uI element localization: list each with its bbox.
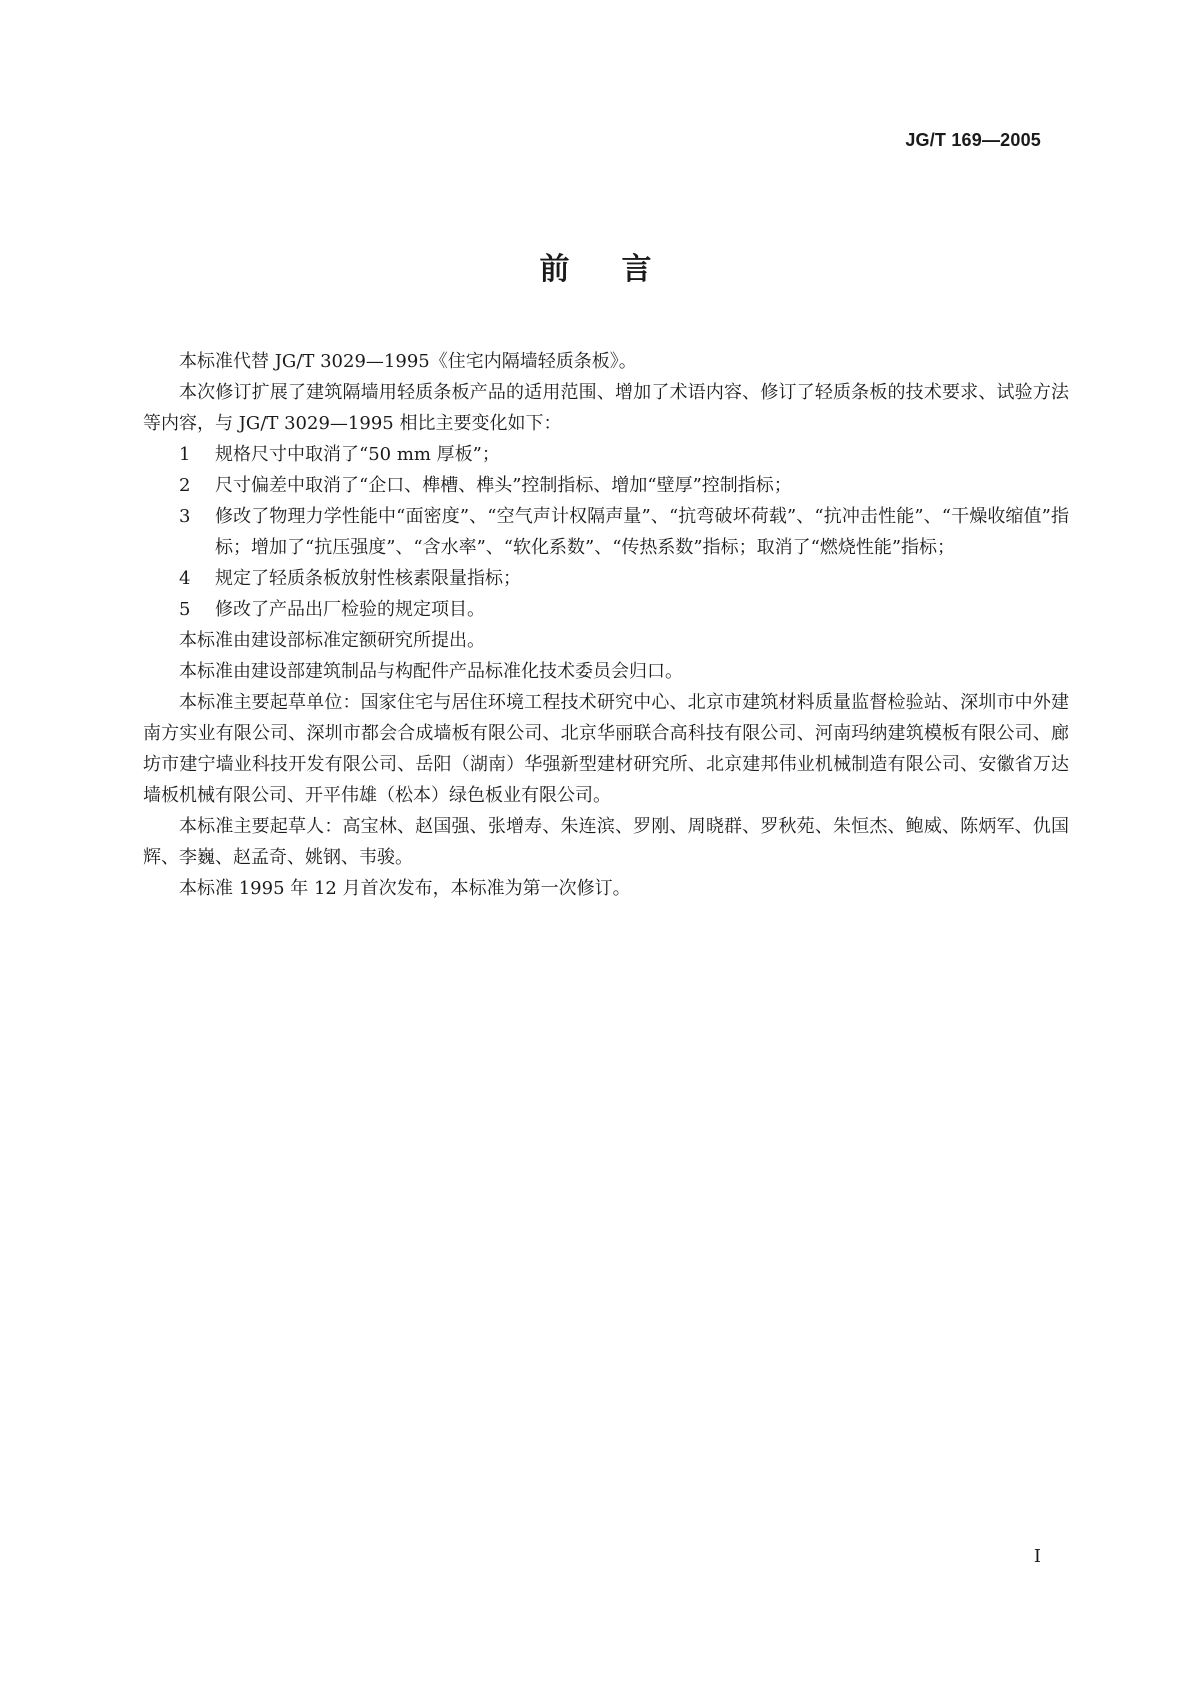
change-item-text: 修改了产品出厂检验的规定项目。 [215, 599, 485, 620]
change-item-number: 1 [179, 444, 191, 465]
change-item-number: 2 [179, 475, 191, 496]
paragraph-replaces: 本标准代替 JG/T 3029—1995《住宅内隔墙轻质条板》。 [179, 351, 637, 372]
change-item [143, 470, 1069, 501]
paragraph-drafters: 本标准主要起草人：高宝林、赵国强、张增寿、朱连滨、罗刚、周晓群、罗秋苑、朱恒杰、鲍威、陈炳军、仇国辉、李巍、赵孟奇、姚钢、韦骏。 [143, 816, 1069, 868]
change-item-text: 规定了轻质条板放射性核素限量指标； [215, 568, 521, 589]
change-item-text: 修改了物理力学性能中“面密度”、“空气声计权隔声量”、“抗弯破坏荷载”、“抗冲击性能”、“干燥收缩值”指标；增加了“抗压强度”、“含水率”、“软化系数”、“传热系数”指标；取消了“燃烧性能”指标； [215, 506, 1069, 558]
change-item-text: 尺寸偏差中取消了“企口、榫槽、榫头”控制指标、增加“壁厚”控制指标； [215, 475, 792, 496]
change-item-number: 5 [179, 599, 191, 620]
change-item-number: 4 [179, 568, 191, 589]
change-item [143, 439, 1069, 470]
change-item [143, 501, 1069, 563]
change-item-number: 3 [179, 506, 191, 527]
change-item-text: 规格尺寸中取消了“50 mm 厚板”； [215, 444, 500, 465]
paragraph-proposed-by: 本标准由建设部标准定额研究所提出。 [179, 630, 485, 651]
change-item [143, 594, 1069, 625]
paragraph-drafting-units: 本标准主要起草单位：国家住宅与居住环境工程技术研究中心、北京市建筑材料质量监督检验站、深圳市中外建南方实业有限公司、深圳市都会合成墙板有限公司、北京华丽联合高科技有限公司、河南玛纳建筑模板有限公司、廊坊市建宁墙业科技开发有限公司、岳阳（湖南）华强新型建材研究所、北京建邦伟业机械制造有限公司、安徽省万达墙板机械有限公司、开平伟雄（松本）绿色板业有限公司。 [143, 692, 1069, 806]
paragraph-history: 本标准 1995 年 12 月首次发布，本标准为第一次修订。 [179, 878, 631, 899]
page-title: 前言 [539, 252, 704, 287]
paragraph-centralized-by: 本标准由建设部建筑制品与构配件产品标准化技术委员会归口。 [179, 661, 683, 682]
page-number: I [1033, 1546, 1041, 1567]
paragraph-revision-summary: 本次修订扩展了建筑隔墙用轻质条板产品的适用范围、增加了术语内容、修订了轻质条板的技术要求、试验方法等内容，与 JG/T 3029—1995 相比主要变化如下： [143, 382, 1069, 434]
standard-code: JG/T 169—2005 [905, 130, 1041, 150]
change-item [143, 563, 1069, 594]
document-body [143, 346, 1069, 904]
